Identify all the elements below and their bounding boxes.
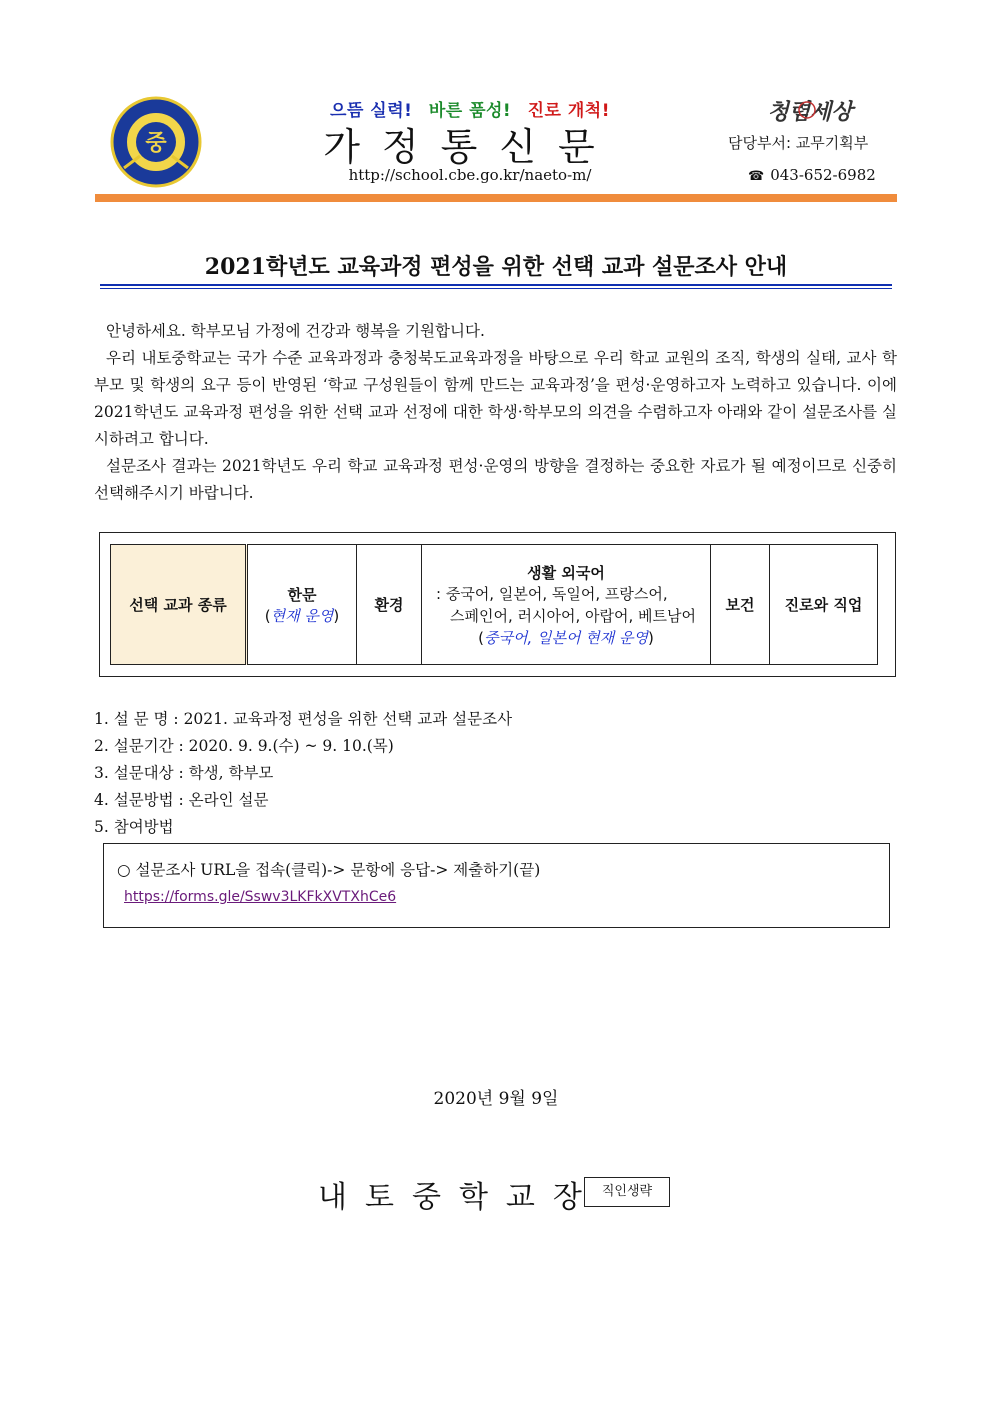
language-title: 생활 외국어 [527,563,605,582]
subjects-table [110,544,878,665]
motto-text: 청렴세상 [767,99,853,125]
subject-environment: 환경 [357,545,422,665]
body-text [94,318,897,507]
survey-info-list [94,706,794,841]
document-title: 2021학년도 교육과정 편성을 위한 선택 교과 설문조사 안내 [204,254,788,280]
survey-url-link[interactable]: https://forms.gle/Sswv3LKFkXVTXhCe6 [124,889,397,905]
slogan-part3: 진로 개척! [527,101,610,121]
language-list-line1: : 중국어, 일본어, 독일어, 프랑스어, [436,584,668,603]
subject-health: 보건 [711,545,770,665]
survey-target: 3. 설문대상 : 학생, 학부모 [94,764,274,782]
newsletter-title: 가정통신문 [323,125,617,169]
title-underline [100,284,892,286]
subject-foreign-language [422,545,711,665]
slogan-part1: 으뜸 실력! [330,101,413,121]
language-note: (중국어, 일본어 현재 운영) [478,628,654,647]
integrity-motto-logo [750,94,870,128]
subjects-table-header: 선택 교과 종류 [111,545,247,665]
seal-omitted-stamp: 직인생략 [584,1177,670,1207]
survey-name: 1. 설 문 명 : 2021. 교육과정 편성을 위한 선택 교과 설문조사 [94,710,513,728]
language-list-line2: 스페인어, 러시아어, 아랍어, 베트남어 [450,606,696,625]
participation-instruction: ○ 설문조사 URL을 접속(클릭)-> 문항에 응답-> 제출하기(끝) [117,861,541,879]
greeting-paragraph: 안녕하세요. 학부모님 가정에 건강과 행복을 기원합니다. [106,322,485,340]
hanmun-note: (현재 운영) [264,606,340,625]
header-divider [95,194,897,202]
school-logo [110,96,202,188]
slogan-part2: 바른 품성! [428,101,512,121]
issue-date: 2020년 9월 9일 [433,1089,559,1109]
logo-char: 중 [145,131,167,156]
closing-paragraph: 설문조사 결과는 2021학년도 우리 학교 교육과정 편성·운영의 방향을 결정하는 중요한 자료가 될 예정이므로 신중히 선택해주시기 바랍니다. [94,457,897,502]
phone-number [748,166,898,184]
subject-career: 진로와 직업 [770,545,878,665]
school-homepage[interactable]: http://school.cbe.go.kr/naeto-m/ [348,166,592,184]
phone-icon: ☎ [748,169,765,184]
phone-value: 043-652-6982 [770,166,876,184]
title-underline-thin [100,288,892,289]
participation-heading: 5. 참여방법 [94,818,174,836]
survey-method: 4. 설문방법 : 온라인 설문 [94,791,269,809]
hanmun-label: 한문 [287,585,317,604]
survey-period: 2. 설문기간 : 2020. 9. 9.(수) ~ 9. 10.(목) [94,737,394,755]
intro-paragraph: 우리 내토중학교는 국가 수준 교육과정과 충청북도교육과정을 바탕으로 우리 학교 교원의 조직, 학생의 실태, 교사 학부모 및 학생의 요구 등이 반영된 ‘학교 구성원들이 함께 만드는 교육과정’을 편성·운영하고자 노력하고 있습니다. 이에 2021학년도 교육과정 편성을 위한 선택 교과 선정에 대한 학생·학부모의 의견을 수렴하고자 아래와 같이 설문조사를 실시하려고 합니다. [94,349,897,448]
department: 담당부서: 교무기획부 [728,134,869,152]
principal-signature: 내토중학교장 [318,1180,600,1215]
subject-hanmun [247,545,357,665]
participation-box [103,843,890,928]
